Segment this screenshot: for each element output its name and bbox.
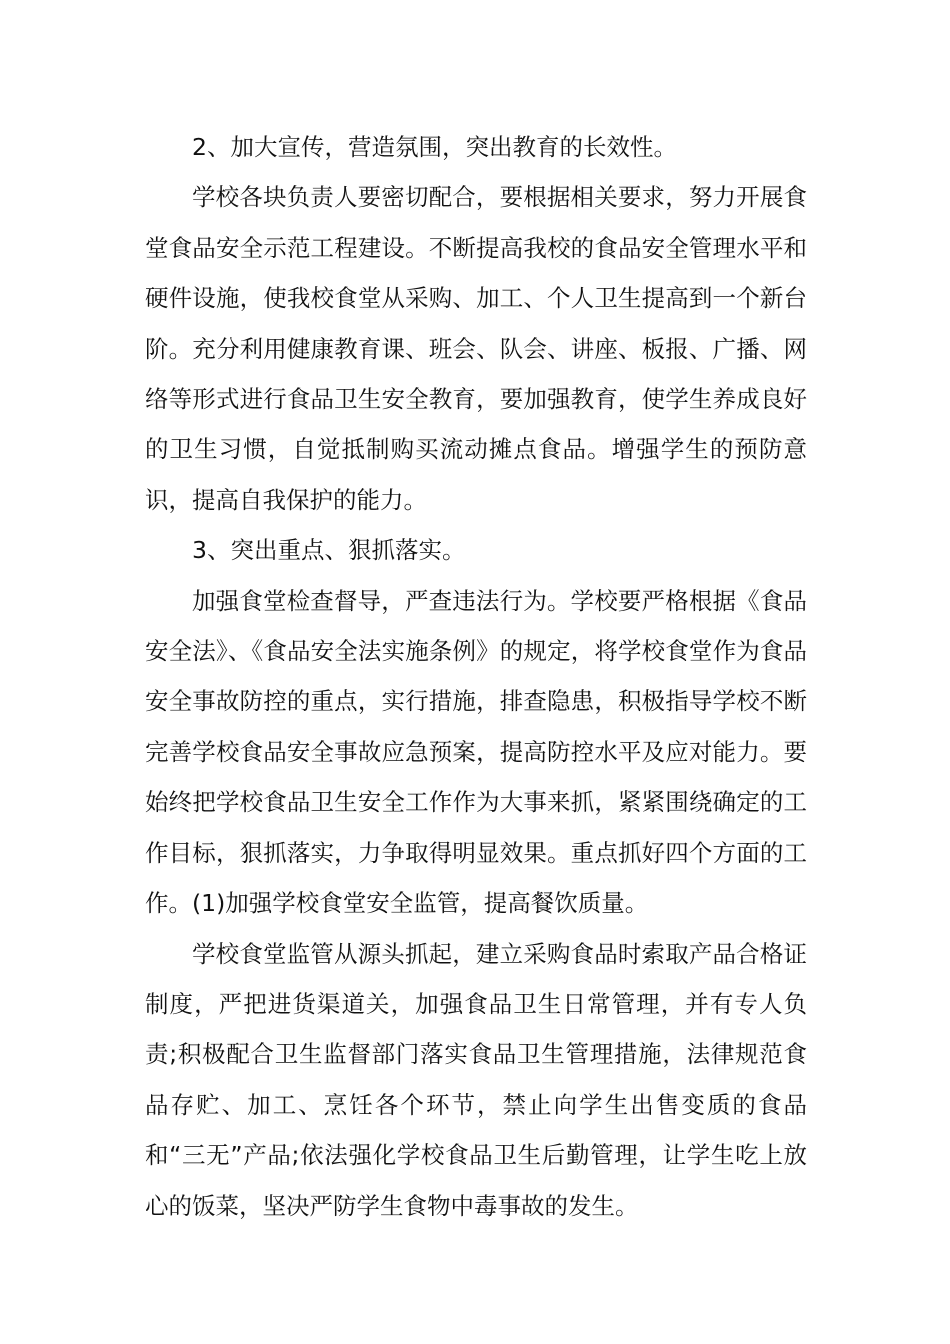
section-heading-2: 2、加大宣传，营造氛围，突出教育的长效性。 (192, 133, 677, 161)
document-body (145, 122, 807, 1231)
paragraph-canteen-supervision: 学校食堂监管从源头抓起，建立采购食品时索取产品合格证制度，严把进货渠道关，加强食品卫生日常管理，并有专人负责;积极配合卫生监督部门落实食品卫生管理措施，法律规范食品存贮、加工、烹饪各个环节，禁止向学生出售变质的食品和“三无”产品;依法强化学校食品卫生后勤管理，让学生吃上放心的饭菜，坚决严防学生食物中毒事故的发生。 (145, 939, 807, 1220)
section-heading-3: 3、突出重点、狠抓落实。 (192, 536, 466, 565)
paragraph-publicity: 学校各块负责人要密切配合，要根据相关要求，努力开展食堂食品安全示范工程建设。不断提高我校的食品安全管理水平和硬件设施，使我校食堂从采购、加工、个人卫生提高到一个新台阶。充分利用健康教育课、班会、队会、讲座、板报、广播、网络等形式进行食品卫生安全教育，要加强教育，使学生养成良好的卫生习惯，自觉抵制购买流动摊点食品。增强学生的预防意识，提高自我保护的能力。 (145, 183, 807, 514)
paragraph-inspection: 加强食堂检查督导，严查违法行为。学校要严格根据《食品安全法》、《食品安全法实施条例》的规定，将学校食堂作为食品安全事故防控的重点，实行措施，排查隐患，积极指导学校不断完善学校食品安全事故应急预案，提高防控水平及应对能力。要始终把学校食品卫生安全工作作为大事来抓，紧紧围绕确定的工作目标，狠抓落实，力争取得明显效果。重点抓好四个方面的工作。(1)加强学校食堂安全监管，提高餐饮质量。 (145, 586, 807, 918)
